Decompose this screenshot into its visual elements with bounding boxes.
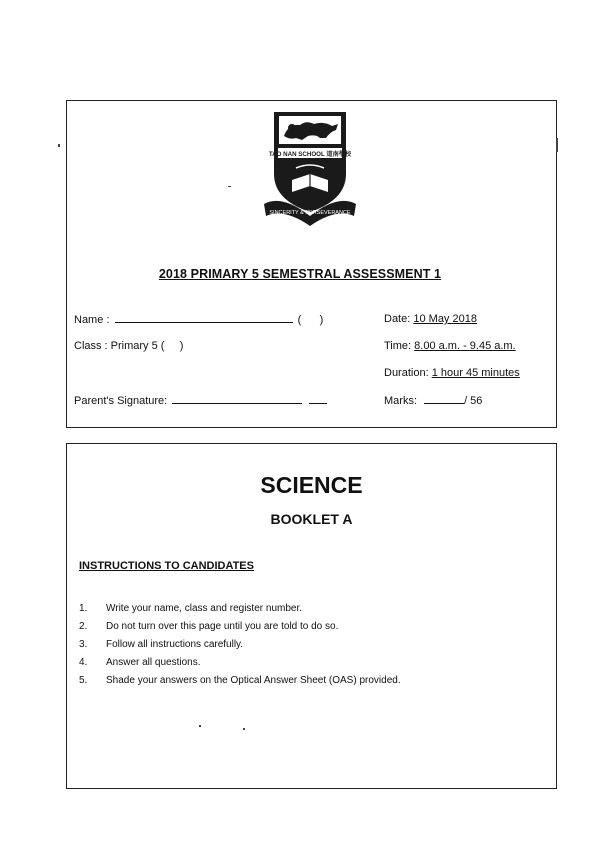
- instruction-item: [79, 657, 201, 668]
- instruction-item: [79, 621, 338, 632]
- instruction-text: Write your name, class and register number.: [106, 603, 303, 614]
- duration-value: 1 hour 45 minutes: [431, 367, 520, 379]
- marks-row: [384, 394, 482, 407]
- instruction-item: [79, 603, 302, 614]
- marks-label: Marks:: [384, 395, 417, 407]
- name-input[interactable]: [115, 313, 293, 323]
- parent-signature-input[interactable]: [172, 394, 302, 404]
- name-label: Name :: [74, 314, 110, 326]
- scan-speck: [243, 728, 245, 730]
- school-motto-text: SINCERITY & PERSEVERANCE: [269, 210, 351, 216]
- instruction-number: 1.: [79, 603, 88, 614]
- time-value: 8.00 a.m. - 9.45 a.m.: [414, 340, 516, 352]
- parent-signature-label: Parent's Signature:: [74, 395, 168, 407]
- instruction-number: 5.: [79, 675, 88, 686]
- instruction-number: 4.: [79, 657, 88, 668]
- instruction-number: 3.: [79, 639, 88, 650]
- signature-line-end: [309, 394, 327, 404]
- assessment-title: 2018 PRIMARY 5 SEMESTRAL ASSESSMENT 1: [158, 267, 442, 281]
- instruction-item: [79, 675, 401, 686]
- instruction-text: Follow all instructions carefully.: [106, 639, 244, 650]
- school-name-text: TAO NAN SCHOOL 道南學校: [268, 151, 352, 158]
- scan-speck: [556, 138, 558, 152]
- time-row: [384, 340, 516, 352]
- instruction-text: Answer all questions.: [106, 657, 201, 668]
- booklet-label: BOOKLET A: [270, 511, 353, 527]
- date-value: 10 May 2018: [413, 313, 477, 325]
- marks-input[interactable]: [424, 394, 464, 404]
- duration-row: [384, 367, 520, 379]
- date-row: [384, 313, 477, 325]
- instructions-heading: INSTRUCTIONS TO CANDIDATES: [79, 560, 254, 572]
- scan-speck: [199, 725, 201, 727]
- school-crest-logo: [262, 108, 358, 226]
- scan-speck: [228, 186, 231, 187]
- scan-speck: [58, 144, 60, 147]
- instruction-text: Shade your answers on the Optical Answer Sheet (OAS) provided.: [106, 675, 401, 686]
- name-row: [74, 313, 323, 326]
- instruction-number: 2.: [79, 621, 88, 632]
- instruction-item: [79, 639, 243, 650]
- register-number-paren: ( ): [297, 314, 324, 326]
- instruction-text: Do not turn over this page until you are told to do so.: [106, 621, 339, 632]
- class-label: Class : Primary 5 ( ): [74, 340, 184, 352]
- time-label: Time:: [384, 340, 412, 352]
- parent-signature-row: [74, 394, 327, 407]
- subject-title: SCIENCE: [260, 472, 363, 498]
- cover-box: [66, 443, 557, 789]
- date-label: Date:: [384, 313, 411, 325]
- duration-label: Duration:: [384, 367, 429, 379]
- marks-total: / 56: [464, 395, 483, 407]
